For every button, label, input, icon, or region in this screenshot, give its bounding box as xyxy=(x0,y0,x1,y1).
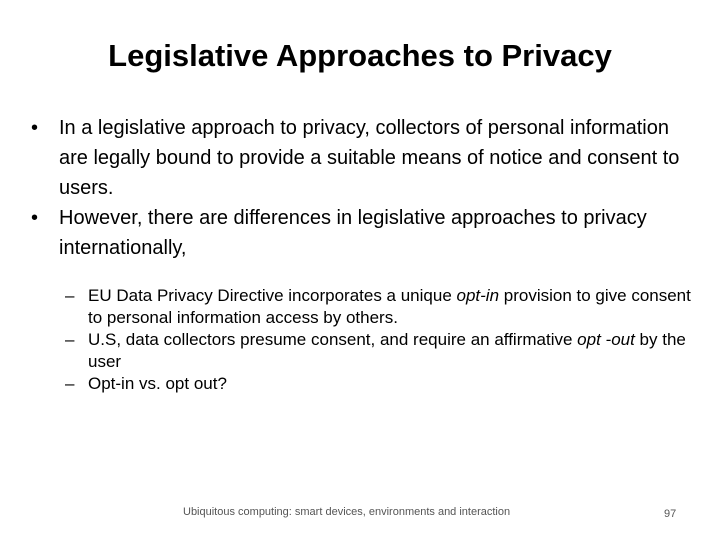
sub-bullet-marker: – xyxy=(65,286,75,305)
sub-bullet-marker: – xyxy=(65,330,75,349)
sub-bullet-item xyxy=(0,373,720,395)
sub-bullet-item xyxy=(0,329,720,373)
page-number: 97 xyxy=(664,508,677,520)
sub-bullet-text: Opt-in vs. opt out? xyxy=(88,374,227,393)
bullet-text: In a legislative approach to privacy, collectors of personal information are legally bound to provide a suitable means of notice and consent to users. xyxy=(59,117,680,199)
slide-content xyxy=(0,113,720,395)
sub-bullet-list xyxy=(0,285,720,395)
sub-bullet-marker: – xyxy=(65,374,75,393)
bullet-marker: • xyxy=(31,117,39,139)
sub-bullet-emphasis: opt-in xyxy=(456,286,500,305)
sub-bullet-text: U.S, data collectors presume consent, and require an affirmative opt -out by the user xyxy=(88,330,686,371)
bullet-item xyxy=(0,113,720,203)
sub-bullet-emphasis: opt -out xyxy=(577,330,635,349)
slide-footer: Ubiquitous computing: smart devices, environments and interaction xyxy=(183,506,511,518)
bullet-item xyxy=(0,203,720,263)
slide-title: Legislative Approaches to Privacy xyxy=(108,38,612,73)
bullet-marker: • xyxy=(31,207,39,229)
sub-bullet-text: EU Data Privacy Directive incorporates a unique opt-in provision to give consent to personal information access by others. xyxy=(88,286,691,327)
bullet-text: However, there are differences in legislative approaches to privacy internationally, xyxy=(59,207,647,259)
sub-bullet-item xyxy=(0,285,720,329)
